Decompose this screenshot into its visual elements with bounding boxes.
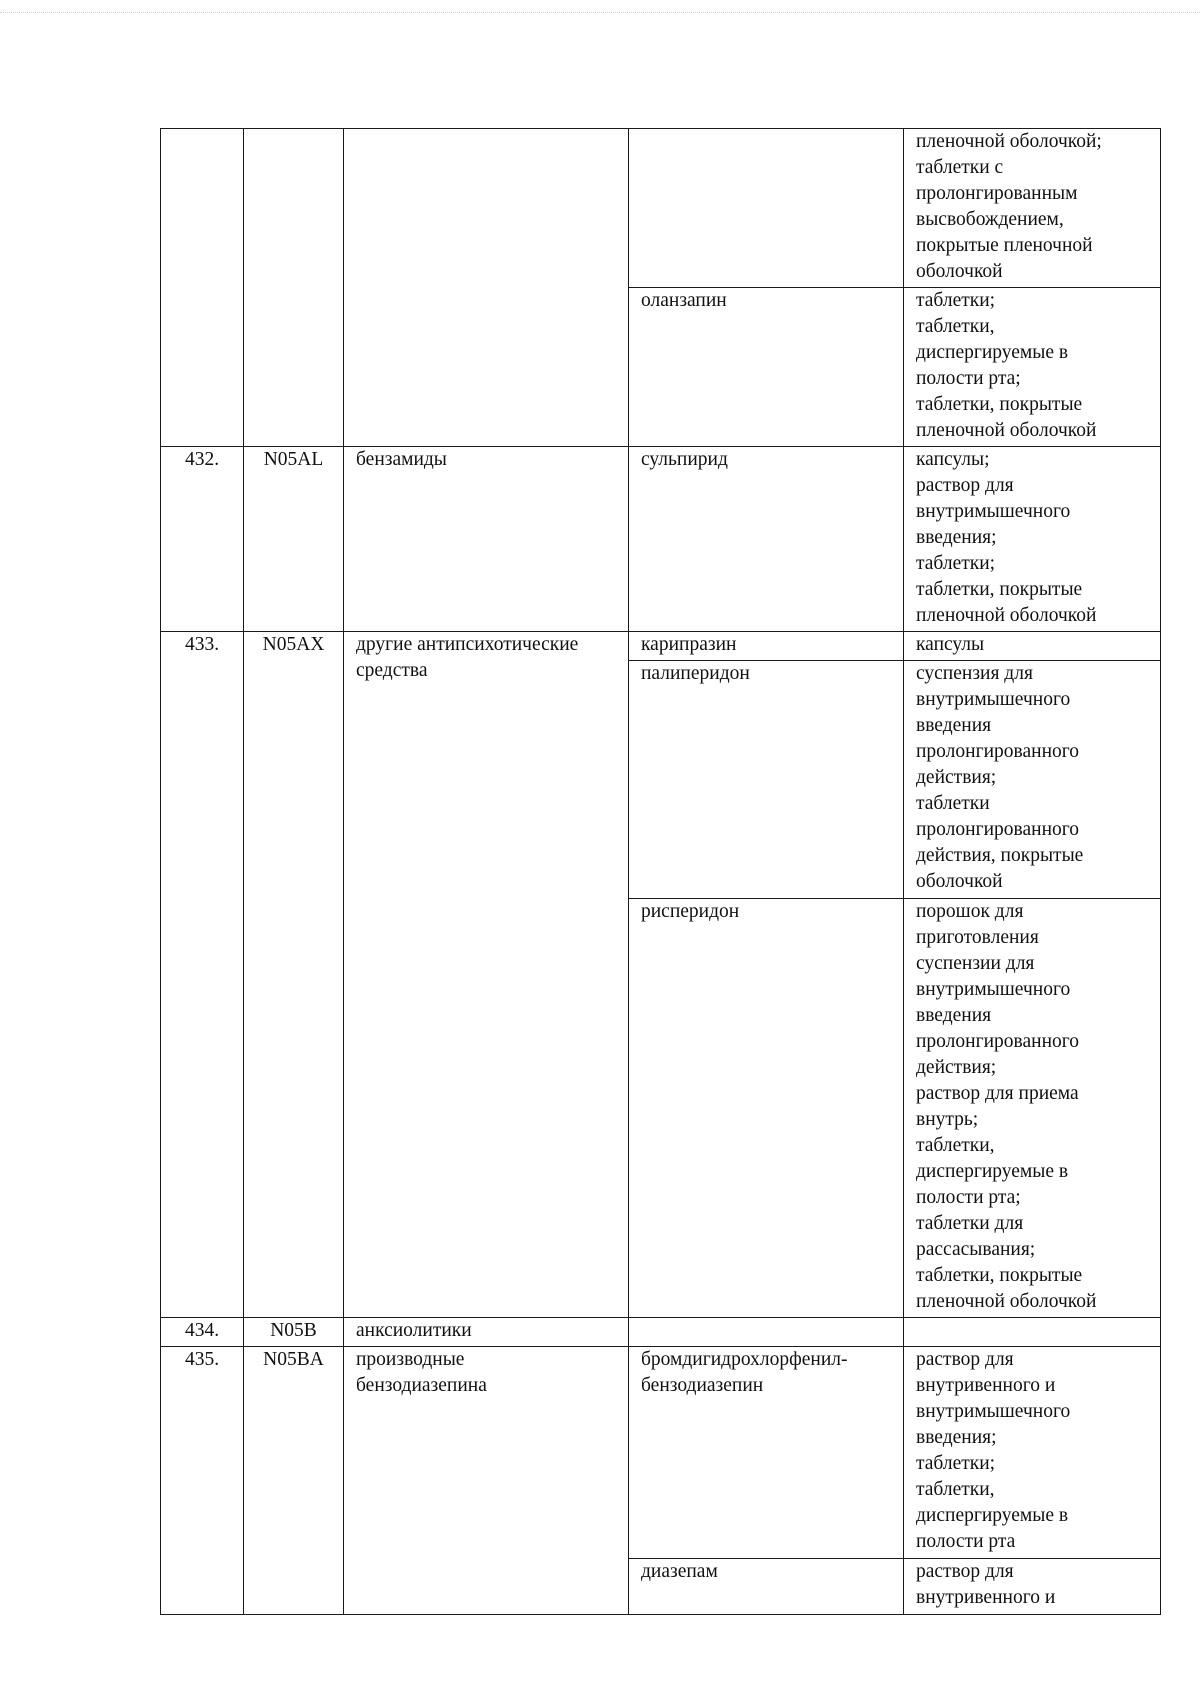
dosage-forms: пленочной оболочкой; таблетки с пролонгированным высвобождением, покрытые пленочной оболочкой — [904, 129, 1161, 288]
table-row — [161, 1318, 1161, 1347]
atc-code — [244, 129, 344, 447]
anatomical-therapeutic-group: бензамиды — [344, 447, 629, 632]
table-row — [161, 447, 1161, 632]
drug-name: рисперидон — [629, 899, 904, 1318]
drug-name — [629, 1318, 904, 1347]
drug-name: оланзапин — [629, 288, 904, 447]
dosage-forms — [904, 1318, 1161, 1347]
drug-name: бромдигидрохлорфенил- бензодиазепин — [629, 1347, 904, 1559]
drug-name: сульпирид — [629, 447, 904, 632]
anatomical-therapeutic-group: другие антипсихотические средства — [344, 632, 629, 1318]
drug-list-table — [160, 128, 1161, 1615]
atc-code: N05AX — [244, 632, 344, 1318]
row-number: 432. — [161, 447, 244, 632]
drug-name: диазепам — [629, 1559, 904, 1615]
dosage-forms: раствор для внутривенного и внутримышечного введения; таблетки; таблетки, диспергируемые в полости рта — [904, 1347, 1161, 1559]
dosage-forms: раствор для внутривенного и — [904, 1559, 1161, 1615]
table-row — [161, 632, 1161, 661]
atc-code: N05BA — [244, 1347, 344, 1615]
drug-name — [629, 129, 904, 288]
row-number — [161, 129, 244, 447]
atc-code: N05B — [244, 1318, 344, 1347]
table-row — [161, 129, 1161, 288]
row-number: 433. — [161, 632, 244, 1318]
dosage-forms: суспензия для внутримышечного введения пролонгированного действия; таблетки пролонгированного действия, покрытые оболочкой — [904, 661, 1161, 899]
row-number: 434. — [161, 1318, 244, 1347]
drug-name: палиперидон — [629, 661, 904, 899]
anatomical-therapeutic-group: анксиолитики — [344, 1318, 629, 1347]
dosage-forms: капсулы — [904, 632, 1161, 661]
anatomical-therapeutic-group: производные бензодиазепина — [344, 1347, 629, 1615]
row-number: 435. — [161, 1347, 244, 1615]
dosage-forms: порошок для приготовления суспензии для внутримышечного введения пролонгированного действия; раствор для приема внутрь; таблетки, диспергируемые в полости рта; таблетки для рассасывания; таблетки, покрытые пленочной оболочкой — [904, 899, 1161, 1318]
dosage-forms: капсулы; раствор для внутримышечного введения; таблетки; таблетки, покрытые пленочной оболочкой — [904, 447, 1161, 632]
drug-name: карипразин — [629, 632, 904, 661]
anatomical-therapeutic-group — [344, 129, 629, 447]
page-top-edge — [0, 12, 1200, 13]
atc-code: N05AL — [244, 447, 344, 632]
dosage-forms: таблетки; таблетки, диспергируемые в полости рта; таблетки, покрытые пленочной оболочкой — [904, 288, 1161, 447]
table-row — [161, 1347, 1161, 1559]
